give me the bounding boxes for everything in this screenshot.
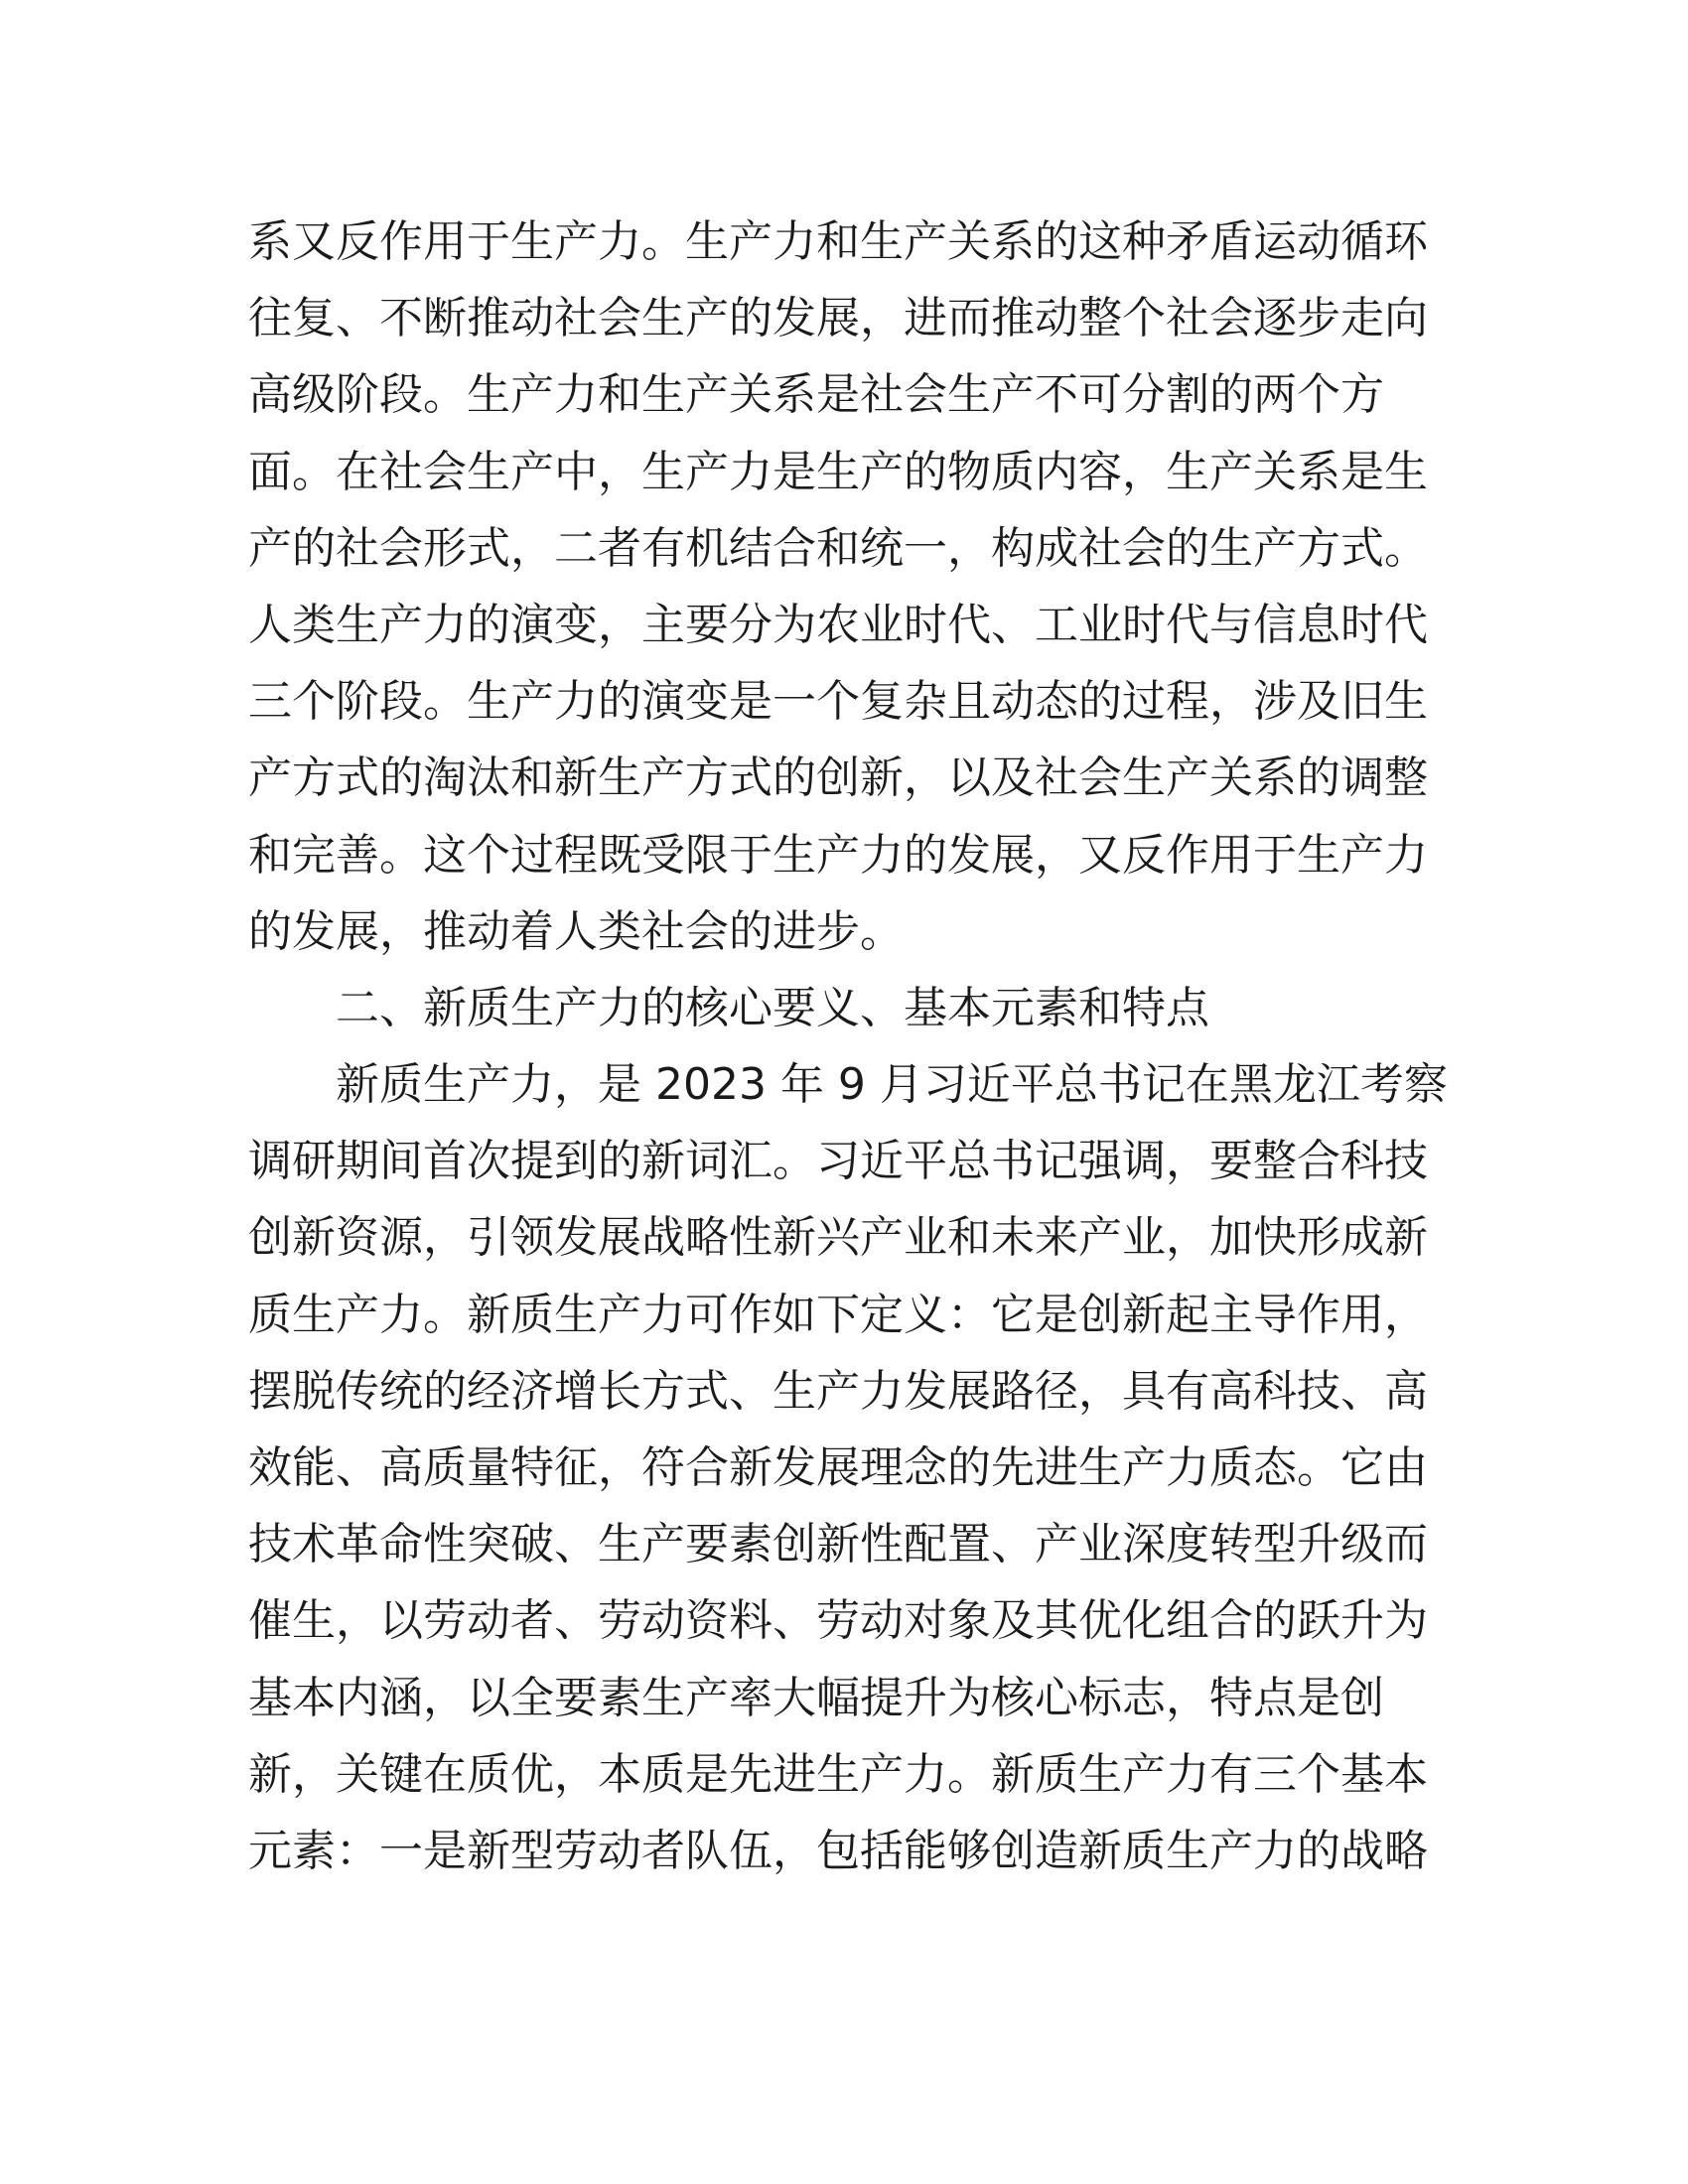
text-line: 效能、高质量特征，符合新发展理念的先进生产力质态。它由 <box>248 1442 1428 1493</box>
text-line: 往复、不断推动社会生产的发展，进而推动整个社会逐步走向 <box>248 293 1428 344</box>
text-line: 创新资源，引领发展战略性新兴产业和未来产业，加快形成新 <box>248 1212 1428 1264</box>
text-line: 人类生产力的演变，主要分为农业时代、工业时代与信息时代 <box>248 599 1428 650</box>
text-line: 和完善。这个过程既受限于生产力的发展，又反作用于生产力 <box>248 829 1428 881</box>
text-line: 新质生产力，是 2023 年 9 月习近平总书记在黑龙江考察 <box>336 1059 1448 1111</box>
section-heading: 二、新质生产力的核心要义、基本元素和特点 <box>336 982 1209 1033</box>
text-line: 质生产力。新质生产力可作如下定义：它是创新起主导作用， <box>248 1289 1428 1340</box>
text-line: 技术革命性突破、生产要素创新性配置、产业深度转型升级而 <box>248 1519 1428 1570</box>
text-line: 基本内涵，以全要素生产率大幅提升为核心标志，特点是创 <box>248 1672 1384 1723</box>
body-text <box>248 204 1448 1889</box>
text-line: 摆脱传统的经济增长方式、生产力发展路径，具有高科技、高 <box>248 1365 1428 1417</box>
text-line: 调研期间首次提到的新词汇。习近平总书记强调，要整合科技 <box>248 1136 1428 1187</box>
text-line: 三个阶段。生产力的演变是一个复杂且动态的过程，涉及旧生 <box>248 676 1428 728</box>
text-line: 面。在社会生产中，生产力是生产的物质内容，生产关系是生 <box>248 446 1428 497</box>
paragraph-productivity-evolution <box>248 204 1440 970</box>
paragraph-new-quality-productivity <box>248 1046 1448 1889</box>
text-line: 元素：一是新型劳动者队伍，包括能够创造新质生产力的战略 <box>248 1825 1428 1876</box>
text-line: 催生，以劳动者、劳动资料、劳动对象及其优化组合的跃升为 <box>248 1595 1428 1647</box>
text-line: 产方式的淘汰和新生产方式的创新，以及社会生产关系的调整 <box>248 752 1428 804</box>
text-line: 产的社会形式，二者有机结合和统一，构成社会的生产方式。 <box>248 522 1428 574</box>
text-line: 系又反作用于生产力。生产力和生产关系的这种矛盾运动循环 <box>248 216 1428 267</box>
text-line: 新，关键在质优，本质是先进生产力。新质生产力有三个基本 <box>248 1748 1428 1800</box>
text-line: 高级阶段。生产力和生产关系是社会生产不可分割的两个方 <box>248 369 1384 421</box>
text-line: 的发展，推动着人类社会的进步。 <box>248 905 904 957</box>
